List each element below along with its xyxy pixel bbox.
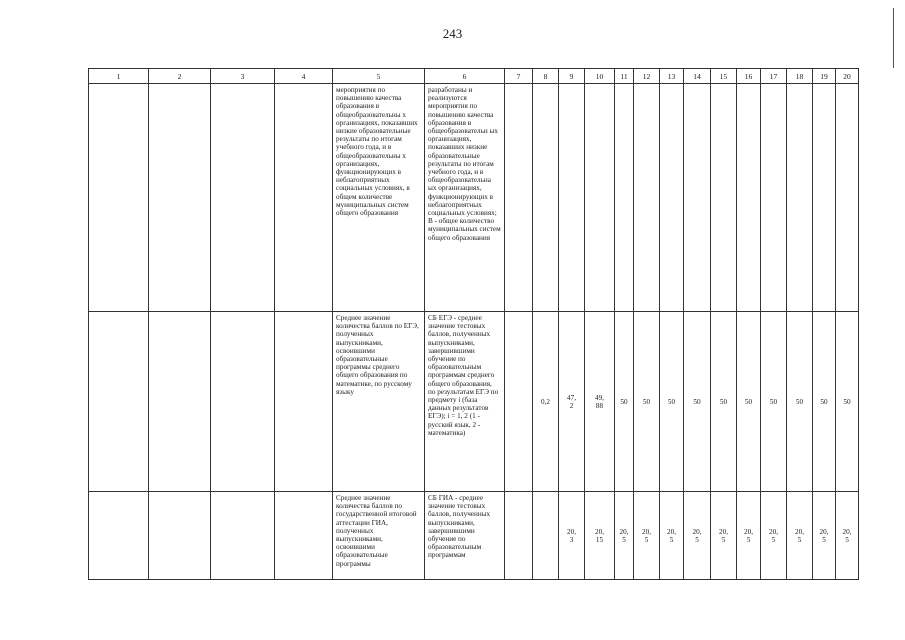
column-header: 3 — [211, 69, 275, 84]
value-cell: 0,2 — [541, 397, 550, 406]
data-table — [88, 68, 859, 580]
column-header: 5 — [333, 69, 425, 84]
value-cell: 20,3 — [567, 527, 576, 544]
value-cell: 20,5 — [769, 527, 778, 544]
indicator-cell: Среднее значение количества баллов по государственной итоговой аттестации ГИА, полученных выпускниками, освоившими образовательные программы — [336, 494, 417, 568]
column-header: 1 — [89, 69, 149, 84]
table-row — [89, 492, 859, 580]
column-header: 6 — [425, 69, 505, 84]
value-cell: 50 — [769, 397, 778, 406]
value-cell: 50 — [693, 397, 701, 406]
value-cell: 20,5 — [819, 527, 829, 544]
value-cell: 50 — [642, 397, 651, 406]
column-header: 14 — [684, 69, 711, 84]
value-cell: 50 — [719, 397, 728, 406]
formula-cell: СБ ЕГЭ - среднее значение тестовых баллов, полученных выпускниками, завершившими обучение по образовательным программам среднего общего образования, по результатам ЕГЭ по предмету i (база данных результатов ЕГЭ); i = 1, 2 (1 - русский язык, 2 - математика) — [428, 314, 499, 437]
value-cell: 20,5 — [744, 527, 753, 544]
indicator-cell: мероприятия по повышению качества образования в общеобразовательны х организациях, показавших низкие образовательные результаты по итогам учебного года, и в общеобразовательны х организациях, функционирующих в неблагоприятных социальных условиях, в общем количестве муниципальных систем общего образования — [336, 86, 418, 218]
formula-cell: разработаны и реализуются мероприятия по повышению качества образования в общеобразовательн ых организациях, показавших низкие образовательные результаты по итогам учебного года, и в общеобразовательна ых организациях, функционирующих в неблагоприятных социальных условиях; В - общее количество муниципальных систем общего образования — [428, 86, 501, 242]
value-cell: 47,2 — [567, 393, 576, 410]
value-cell: 49,88 — [595, 393, 604, 410]
column-header: 13 — [660, 69, 684, 84]
value-cell: 20,5 — [642, 527, 651, 544]
column-header: 2 — [149, 69, 211, 84]
value-cell: 20,5 — [795, 527, 804, 544]
value-cell: 20,5 — [842, 527, 852, 544]
column-header: 7 — [505, 69, 533, 84]
column-header: 20 — [836, 69, 859, 84]
value-cell: 50 — [744, 397, 753, 406]
table-row — [89, 84, 859, 312]
value-cell: 50 — [795, 397, 804, 406]
value-cell: 50 — [843, 397, 851, 406]
value-cell: 20,5 — [719, 527, 728, 544]
page-number: 243 — [442, 26, 463, 41]
value-cell: 20,15 — [595, 527, 604, 544]
column-header: 18 — [787, 69, 813, 84]
column-header: 4 — [275, 69, 333, 84]
column-header: 11 — [615, 69, 634, 84]
margin-rule — [893, 8, 894, 68]
column-header: 16 — [737, 69, 761, 84]
value-cell: 50 — [820, 397, 828, 406]
column-header: 15 — [711, 69, 737, 84]
value-cell: 20,5 — [619, 527, 629, 544]
table-row — [89, 312, 859, 492]
value-cell: 50 — [667, 397, 676, 406]
column-header: 17 — [761, 69, 787, 84]
header-row — [89, 69, 859, 84]
value-cell: 20,5 — [667, 527, 676, 544]
column-header: 8 — [533, 69, 559, 84]
column-header: 19 — [813, 69, 836, 84]
column-header: 12 — [634, 69, 660, 84]
column-header: 9 — [559, 69, 585, 84]
indicator-cell: Среднее значение количества баллов по ЕГЭ, полученных выпускниками, освоившими образовательные программы среднего общего образования по математике, по русскому языку — [336, 314, 419, 396]
value-cell: 50 — [620, 397, 628, 406]
value-cell: 20,5 — [692, 527, 702, 544]
formula-cell: СБ ГИА - среднее значение тестовых баллов, полученных выпускниками, завершившими обучение по образовательным программам — [428, 494, 491, 560]
column-header: 10 — [585, 69, 615, 84]
